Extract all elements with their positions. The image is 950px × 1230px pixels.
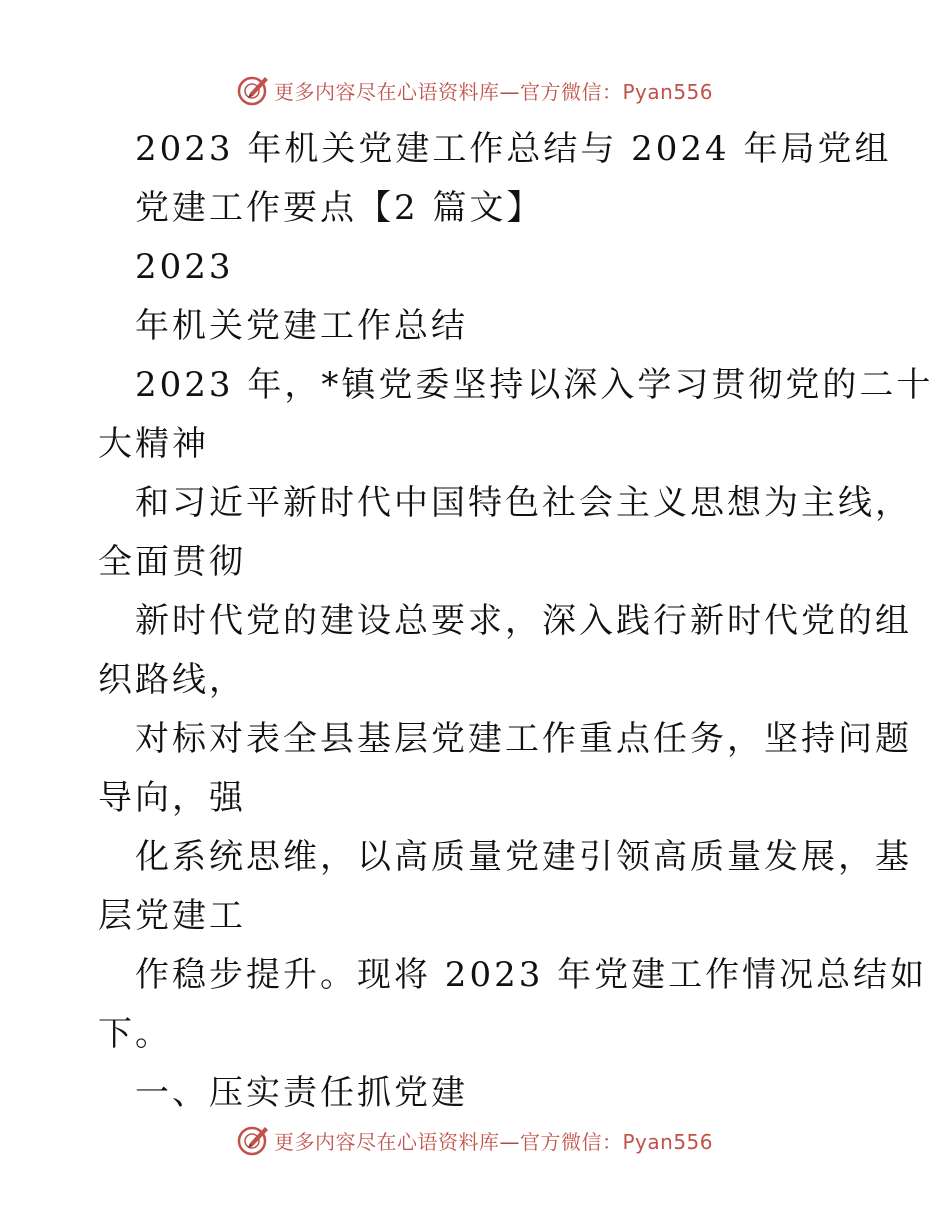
text-line: 化系统思维，以高质量党建引领高质量发展，基 [135,837,912,877]
text-line: 全面贯彻 [98,542,246,582]
title-line-1: 2023 年机关党建工作总结与 2024 年局党组 [135,129,892,169]
header-banner [236,72,713,108]
text-line: 大精神 [98,424,209,464]
document-body [98,120,934,1123]
text-line: 对标对表全县基层党建工作重点任务，坚持问题 [135,719,912,759]
text-line: 2023 [135,247,234,287]
banner-wechat: 官方微信：Pyan556 [520,1129,714,1154]
section-heading: 一、压实责任抓党建 [135,1073,468,1113]
banner-separator: — [499,79,520,104]
text-line: 导向，强 [98,778,246,818]
text-line: 层党建工 [98,896,246,936]
text-line: 新时代党的建设总要求，深入践行新时代党的组 [135,601,912,641]
title-line-2: 党建工作要点【2 篇文】 [135,188,544,228]
banner-wechat: 官方微信：Pyan556 [520,79,714,104]
pen-logo-icon [236,1123,270,1157]
text-line: 下。 [98,1014,172,1054]
pen-logo-icon [236,73,270,107]
section-heading: 年机关党建工作总结 [135,306,468,346]
banner-text [274,76,713,105]
banner-slogan: 更多内容尽在心语资料库 [274,1129,500,1154]
footer-banner [236,1122,713,1158]
text-line: 2023 年，*镇党委坚持以深入学习贯彻党的二十 [135,365,934,405]
banner-slogan: 更多内容尽在心语资料库 [274,79,500,104]
text-line: 和习近平新时代中国特色社会主义思想为主线， [135,483,912,523]
text-line: 作稳步提升。现将 2023 年党建工作情况总结如 [135,955,928,995]
banner-text [274,1126,713,1155]
banner-separator: — [499,1129,520,1154]
text-line: 织路线， [98,660,246,700]
